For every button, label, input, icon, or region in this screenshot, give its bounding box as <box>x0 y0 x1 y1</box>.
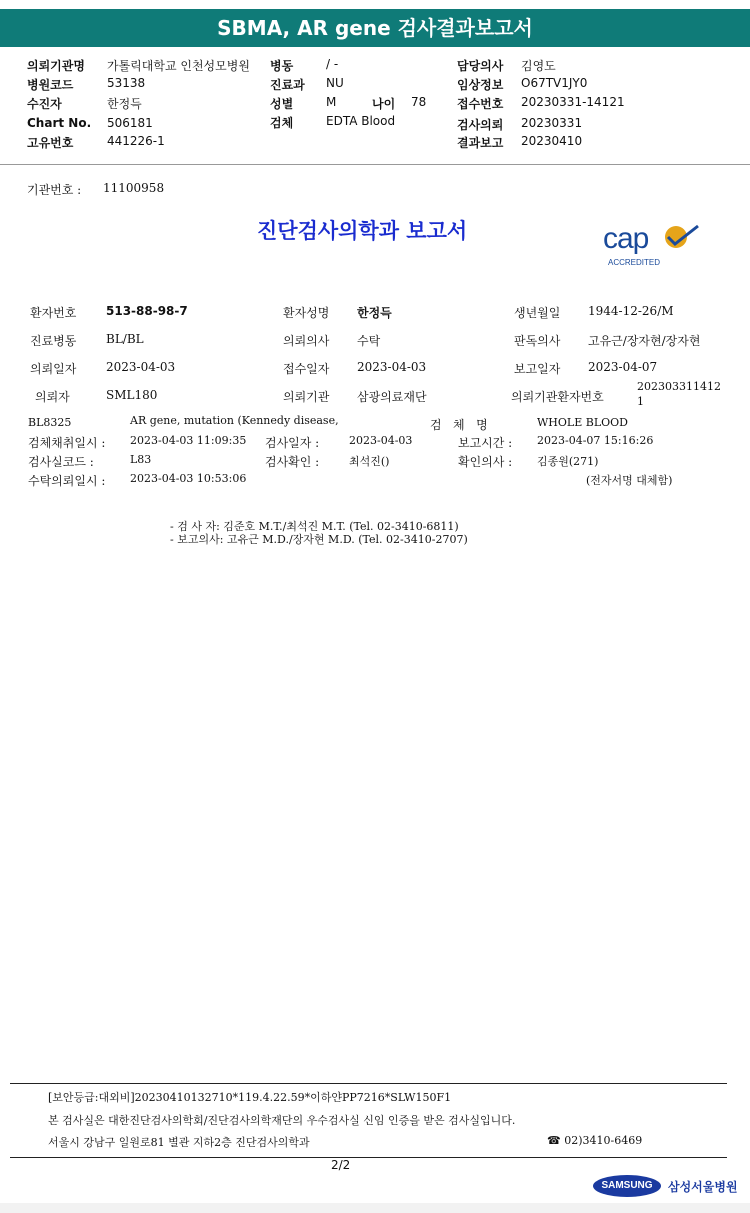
patient-value: SML180 <box>106 388 158 402</box>
header-label: 병동 <box>270 59 294 73</box>
cert-line: 본 검사실은 대한진단검사의학회/진단검사의학재단의 우수검사실 신임 인증을 받은 검사실입니다. <box>48 1114 516 1127</box>
header-label: 검체 <box>270 116 294 130</box>
footer-box <box>10 1083 727 1158</box>
patient-value: 202303311412 <box>637 380 721 393</box>
test-name: AR gene, mutation (Kennedy disease, <box>130 414 339 427</box>
patient-label: 의뢰의사 <box>283 334 330 348</box>
tester-line: - 검 사 자: 김준호 M.T./최석진 M.T. (Tel. 02-3410-6811) <box>170 520 459 533</box>
patient-value: 2023-04-07 <box>588 360 658 374</box>
header-value: / - <box>326 57 339 71</box>
header-label: 검사의뢰 <box>457 118 504 132</box>
confirm-value: 최석진() <box>349 455 390 468</box>
header-label: 의뢰기관명 <box>27 59 85 73</box>
patient-value: 2023-04-03 <box>106 360 176 374</box>
patient-label: 보고일자 <box>514 362 561 376</box>
confirm-doc-value: 김종원(271) <box>537 455 599 468</box>
specimen-label: 검 체 명 <box>430 418 488 432</box>
consign-value: 2023-04-03 10:53:06 <box>130 472 247 485</box>
header-label: 수진자 <box>27 97 62 111</box>
patient-value: 1944-12-26/M <box>588 304 674 318</box>
header-value: 20230331-14121 <box>521 95 625 109</box>
header-divider <box>0 164 750 165</box>
header-label: 담당의사 <box>457 59 504 73</box>
cap-accredited-logo <box>598 222 708 272</box>
samsung-logo: SAMSUNG <box>593 1175 661 1197</box>
header-value: 441226-1 <box>107 134 165 148</box>
header-value: 김영도 <box>521 59 556 73</box>
header-value: 53138 <box>107 76 146 90</box>
test-code: BL8325 <box>28 416 72 429</box>
header-value: M <box>326 95 337 109</box>
patient-label: 생년월일 <box>514 306 561 320</box>
patient-value: BL/BL <box>106 332 144 346</box>
header-label: Chart No. <box>27 116 92 130</box>
header-value: 20230410 <box>521 134 583 148</box>
header-label: 결과보고 <box>457 136 504 150</box>
esign-note: (전자서명 대체함) <box>586 474 673 487</box>
security-line: [보안등급:대외비]20230410132710*119.4.22.59*이하얀PP7216*SLW150F1 <box>48 1091 452 1104</box>
header-value: O67TV1JY0 <box>521 76 588 90</box>
report-title: SBMA, AR gene 검사결과보고서 <box>0 9 750 47</box>
bottom-band <box>0 1203 750 1213</box>
header-value: 가톨릭대학교 인천성모병원 <box>107 59 250 73</box>
age-value: 78 <box>411 95 427 109</box>
age-label: 나이 <box>372 97 396 111</box>
header-value: 한정득 <box>107 97 142 111</box>
institution-no: 11100958 <box>103 181 165 195</box>
patient-label: 판독의사 <box>514 334 561 348</box>
reporter-line: - 보고의사: 고유근 M.D./장자현 M.D. (Tel. 02-3410-2707) <box>170 533 468 546</box>
header-label: 성별 <box>270 97 294 111</box>
header-label: 고유번호 <box>27 136 74 150</box>
hospital-name: 삼성서울병원 <box>668 1180 738 1194</box>
patient-value: 고유근/장자현/장자현 <box>588 334 701 348</box>
patient-value: 삼광의료재단 <box>357 390 427 404</box>
report-time-value: 2023-04-07 15:16:26 <box>537 434 654 447</box>
patient-value: 2023-04-03 <box>357 360 427 374</box>
confirm-doc-label: 확인의사 : <box>458 455 513 469</box>
dept-title: 진단검사의학과 보고서 <box>257 218 468 243</box>
header-value: 506181 <box>107 116 153 130</box>
patient-value: 수탁 <box>357 334 381 348</box>
header-label: 진료과 <box>270 78 305 92</box>
patient-label: 의뢰기관 <box>283 390 330 404</box>
header-value: EDTA Blood <box>326 114 396 128</box>
header-label: 접수번호 <box>457 97 504 111</box>
collect-value: 2023-04-03 11:09:35 <box>130 434 247 447</box>
patient-value: 1 <box>637 395 644 408</box>
phone-line: ☎ 02)3410-6469 <box>547 1134 643 1147</box>
cap-check-icon <box>662 224 702 250</box>
patient-value: 한정득 <box>357 306 392 320</box>
patient-label: 의뢰일자 <box>30 362 77 376</box>
header-label: 임상정보 <box>457 78 504 92</box>
address-line: 서울시 강남구 일원로81 별관 지하2층 진단검사의학과 <box>48 1136 310 1149</box>
patient-label: 의뢰자 <box>35 390 70 404</box>
page-number: 2/2 <box>331 1158 351 1172</box>
consign-label: 수탁의뢰일시 : <box>28 474 106 488</box>
collect-label: 검체채취일시 : <box>28 436 106 450</box>
header-value: NU <box>326 76 344 90</box>
patient-label: 환자번호 <box>30 306 77 320</box>
cap-logo-sub: ACCREDITED <box>608 258 661 267</box>
header-label: 병원코드 <box>27 78 74 92</box>
patient-label: 환자성명 <box>283 306 330 320</box>
header-value: 20230331 <box>521 116 583 130</box>
patient-label: 의뢰기관환자번호 <box>511 390 604 404</box>
room-code-label: 검사실코드 : <box>28 455 94 469</box>
test-date-value: 2023-04-03 <box>349 434 413 447</box>
patient-label: 접수일자 <box>283 362 330 376</box>
institution-no-label: 기관번호 : <box>27 183 82 197</box>
room-code-value: L83 <box>130 453 152 466</box>
cap-logo-text: cap <box>603 222 649 255</box>
confirm-label: 검사확인 : <box>265 455 320 469</box>
report-time-label: 보고시간 : <box>458 436 513 450</box>
specimen-value: WHOLE BLOOD <box>537 416 628 429</box>
patient-value: 513-88-98-7 <box>106 304 188 318</box>
patient-label: 진료병동 <box>30 334 77 348</box>
test-date-label: 검사일자 : <box>265 436 320 450</box>
